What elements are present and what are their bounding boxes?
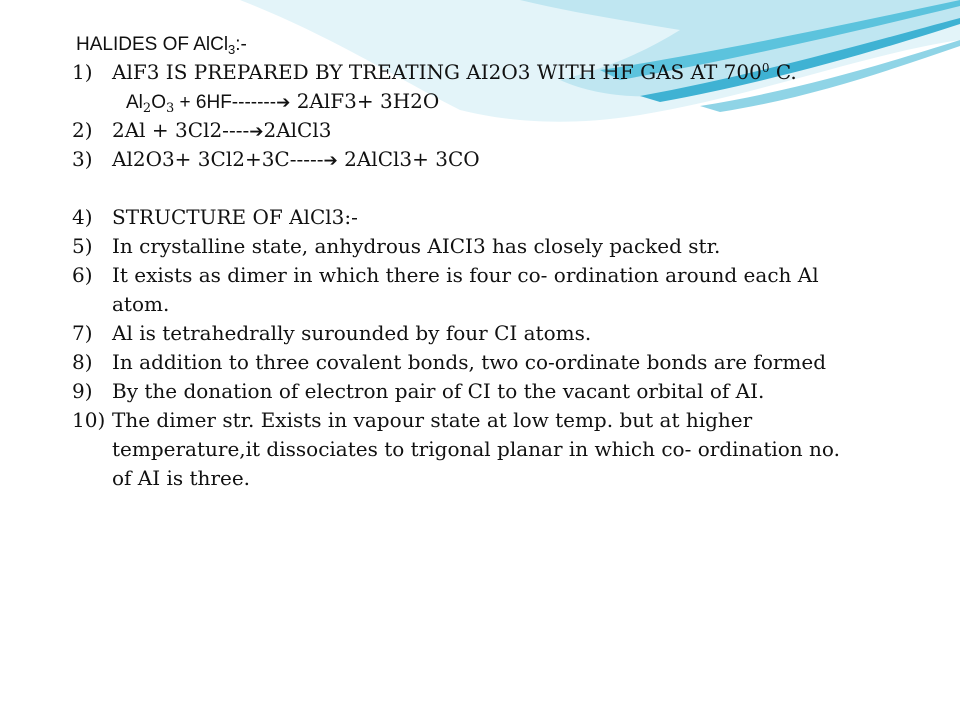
item-text: AlF3 IS PREPARED BY TREATING AI2O3 WITH HF GAS AT 700 — [112, 60, 762, 84]
item-text: Al is tetrahedrally surounded by four CI atoms. — [112, 321, 592, 345]
item-text-end: 2AlCl3 — [263, 118, 332, 142]
item-number: 6) — [72, 263, 93, 287]
eq-sub-3: 3 — [165, 101, 175, 116]
item-number: 10) — [72, 408, 106, 432]
list-item-7 — [72, 319, 592, 348]
eq-reactant-hf: + 6HF------- — [174, 92, 277, 113]
item-number: 9) — [72, 379, 93, 403]
degree-superscript: 0 — [761, 61, 770, 75]
item-number: 3) — [72, 147, 93, 171]
item-text: Al2O3+ 3Cl2+3C----- — [112, 147, 324, 171]
list-item-4 — [72, 203, 358, 232]
item-number: 1) — [72, 60, 93, 84]
list-item-8 — [72, 348, 827, 377]
item-text-end: C. — [769, 60, 797, 84]
item-number: 4) — [72, 205, 93, 229]
item-number: 2) — [72, 118, 93, 142]
list-item-3 — [72, 145, 480, 176]
item-text: In addition to three covalent bonds, two co-ordinate bonds are formed — [112, 350, 827, 374]
eq-o: O — [151, 92, 166, 113]
list-item-10-continuation — [112, 435, 840, 464]
list-item-5 — [72, 232, 721, 261]
item-text: 2Al + 3Cl2---- — [112, 118, 250, 142]
item-text: The dimer str. Exists in vapour state at low temp. but at higher — [112, 408, 753, 432]
item-text: atom. — [112, 292, 170, 316]
item-number: 7) — [72, 321, 93, 345]
item-text: In crystalline state, anhydrous AICI3 has closely packed str. — [112, 234, 721, 258]
list-item-6 — [72, 261, 819, 290]
item-text: STRUCTURE OF AlCl3:- — [112, 205, 358, 229]
list-item-2 — [72, 116, 332, 147]
equation-alf3 — [126, 87, 439, 118]
item-text: It exists as dimer in which there is four co- ordination around each Al — [112, 263, 819, 287]
item-number: 8) — [72, 350, 93, 374]
item-text: of AI is three. — [112, 466, 251, 490]
list-item-10 — [72, 406, 753, 435]
list-item-1 — [72, 58, 797, 87]
eq-sub-2: 2 — [142, 101, 152, 116]
item-text: temperature,it dissociates to trigonal planar in which co- ordination no. — [112, 437, 840, 461]
item-text-end: 2AlCl3+ 3CO — [337, 147, 480, 171]
eq-products: 2AlF3+ 3H2O — [290, 89, 440, 113]
item-text: By the donation of electron pair of CI to the vacant orbital of AI. — [112, 379, 765, 403]
arrow-icon: ➔ — [323, 151, 338, 171]
arrow-icon: ➔ — [249, 122, 264, 142]
eq-al: Al — [126, 92, 143, 113]
title-subscript: 3 — [228, 42, 236, 57]
title-text: HALIDES OF AlCl — [76, 34, 229, 55]
item-number: 5) — [72, 234, 93, 258]
title-suffix: :- — [235, 34, 247, 55]
list-item-6-continuation — [112, 290, 169, 319]
arrow-icon: ➔ — [276, 93, 291, 113]
list-item-10-continuation-2 — [112, 464, 250, 493]
list-item-9 — [72, 377, 765, 406]
slide-title — [76, 30, 247, 59]
